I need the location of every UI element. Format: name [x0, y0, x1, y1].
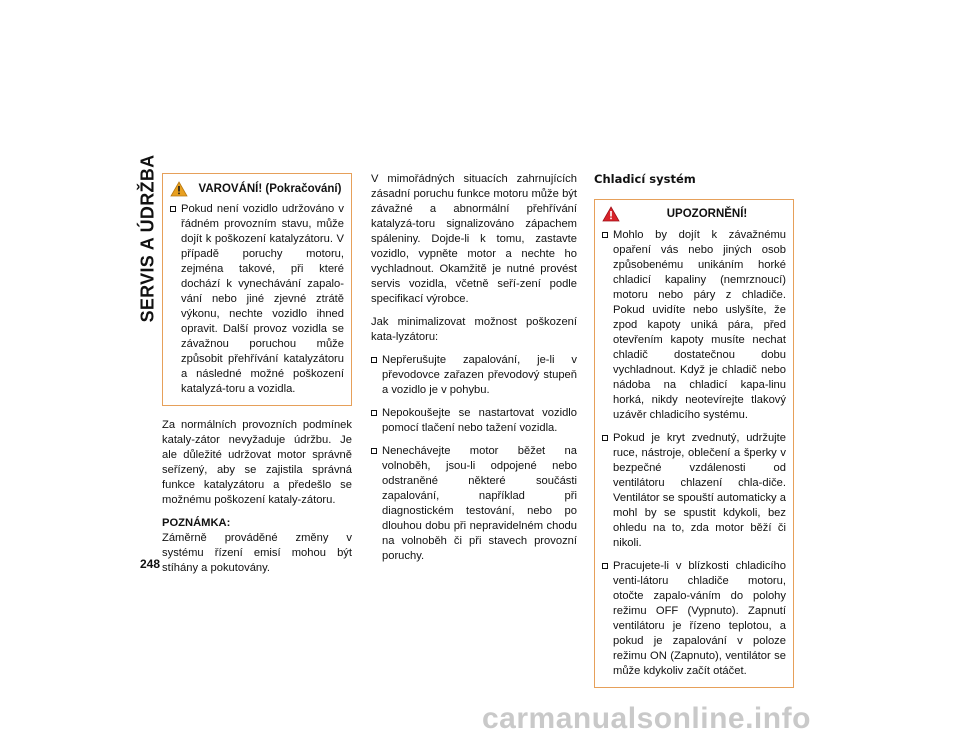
list-item: Nenechávejte motor běžet na volnoběh, jsou-li odpojené nebo odstraněné některé součásti zapalování, například při diagnostickém testování, nebo po dlouhou dobu při nepravidelném chodu na volnoběh či při stavech provozní poruchy. — [371, 444, 577, 564]
caution-box-header — [602, 202, 786, 226]
section-heading: Chladicí systém — [594, 172, 696, 186]
list-item: Nepokoušejte se nastartovat vozidlo pomocí tlačení nebo tažení vozidla. — [371, 406, 577, 436]
paragraph-minimize: Jak minimalizovat možnost poškození kata-lyzátoru: — [371, 316, 577, 343]
note-text: Záměrně prováděné změny v systému řízení emisí mohou být stíhány a pokutovány. — [162, 532, 352, 574]
caution-box-title: UPOZORNĚNÍ! — [666, 207, 748, 220]
warning-item: Pokud není vozidlo udržováno v řádném provozním stavu, může dojít k poškození katalyzátoru. V případě poruchy motoru, zejména takové, při které dochází k vynechávání zapalo-vání nebo jiné zjevné ztrátě výkonu, nechte vozidlo ihned opravit. Další provoz vozidla se závažnou poruchou může způsobit přehřívání katalyzátoru a následné možné poškození katalyzá-toru a vozidla. — [170, 202, 344, 397]
warning-triangle-icon — [170, 181, 188, 197]
caution-list — [602, 228, 786, 679]
page-number: 248 — [140, 557, 161, 571]
warning-box — [162, 173, 352, 406]
column-left — [162, 173, 352, 584]
list-item: Mohlo by dojít k závažnému opaření vás nebo jiných osob způsobenému unikáním horké chladicí kapaliny (nemrznoucí) motoru nebo páry z chladiče. Pokud uvidíte nebo uslyšíte, že zpod kapoty uniká pára, před otevřením kapoty musíte nechat chladič dostatečnou dobu vychladnout. Když je chladič nebo nádoba na chladicí kapa-linu horká, nikdy neotevírejte tlakový uzávěr chladicího systému. — [602, 228, 786, 423]
paragraph-maintenance: Za normálních provozních podmínek kataly-zátor nevyžaduje údržbu. Je ale důležité udržovat motor správně seřízený, aby se zajistila správná funkce katalyzátoru a předešlo se možnému poškození kataly-zátoru. — [162, 419, 352, 506]
list-item: Pracujete-li v blízkosti chladicího venti-látoru chladiče motoru, otočte zapalo-váním do polohy režimu OFF (Vypnuto). Zapnutí ventilátoru je řízeno teplotou, a pokud je zapalování v poloze režimu ON (Zapnuto), ventilátor se může kdykoliv začít otáčet. — [602, 559, 786, 679]
note-title: POZNÁMKA: — [162, 517, 231, 529]
section-side-tab-label: SERVIS A ÚDRŽBA — [137, 154, 158, 322]
list-item: Nepřerušujte zapalování, je-li v převodovce zařazen převodový stupeň a vozidlo je v pohybu. — [371, 353, 577, 398]
column-middle — [371, 172, 577, 566]
warning-list — [170, 202, 344, 397]
caution-box — [594, 199, 794, 688]
paragraph-overheating: V mimořádných situacích zahrnujících zásadní poruchu funkce motoru může být závažné a abnormální přehřívání katalyzá-toru signalizováno zápachem spáleniny. Dojde-li k tomu, zastavte vozidlo, vypněte motor a nechte ho vychladnout. Okamžitě je nutné provést servis vozidla, včetně seří-zení podle specifikací výrobce. — [371, 173, 577, 305]
column-right — [594, 172, 794, 688]
warning-box-header — [170, 178, 344, 200]
minimize-list — [371, 353, 577, 564]
warning-box-title: VAROVÁNÍ! (Pokračování) — [198, 182, 342, 195]
list-item: Pokud je kryt zvednutý, udržujte ruce, nástroje, oblečení a šperky v bezpečné vzdálenosti od ventilátoru chlazení chla-diče. Ventilátor se spouští automaticky a mohl by se spustit kdykoli, bez ohledu na to, zda motor běží či nikoli. — [602, 431, 786, 551]
watermark: carmanualsonline.info — [482, 702, 811, 735]
caution-triangle-icon — [602, 206, 620, 222]
section-side-tab — [137, 154, 159, 322]
